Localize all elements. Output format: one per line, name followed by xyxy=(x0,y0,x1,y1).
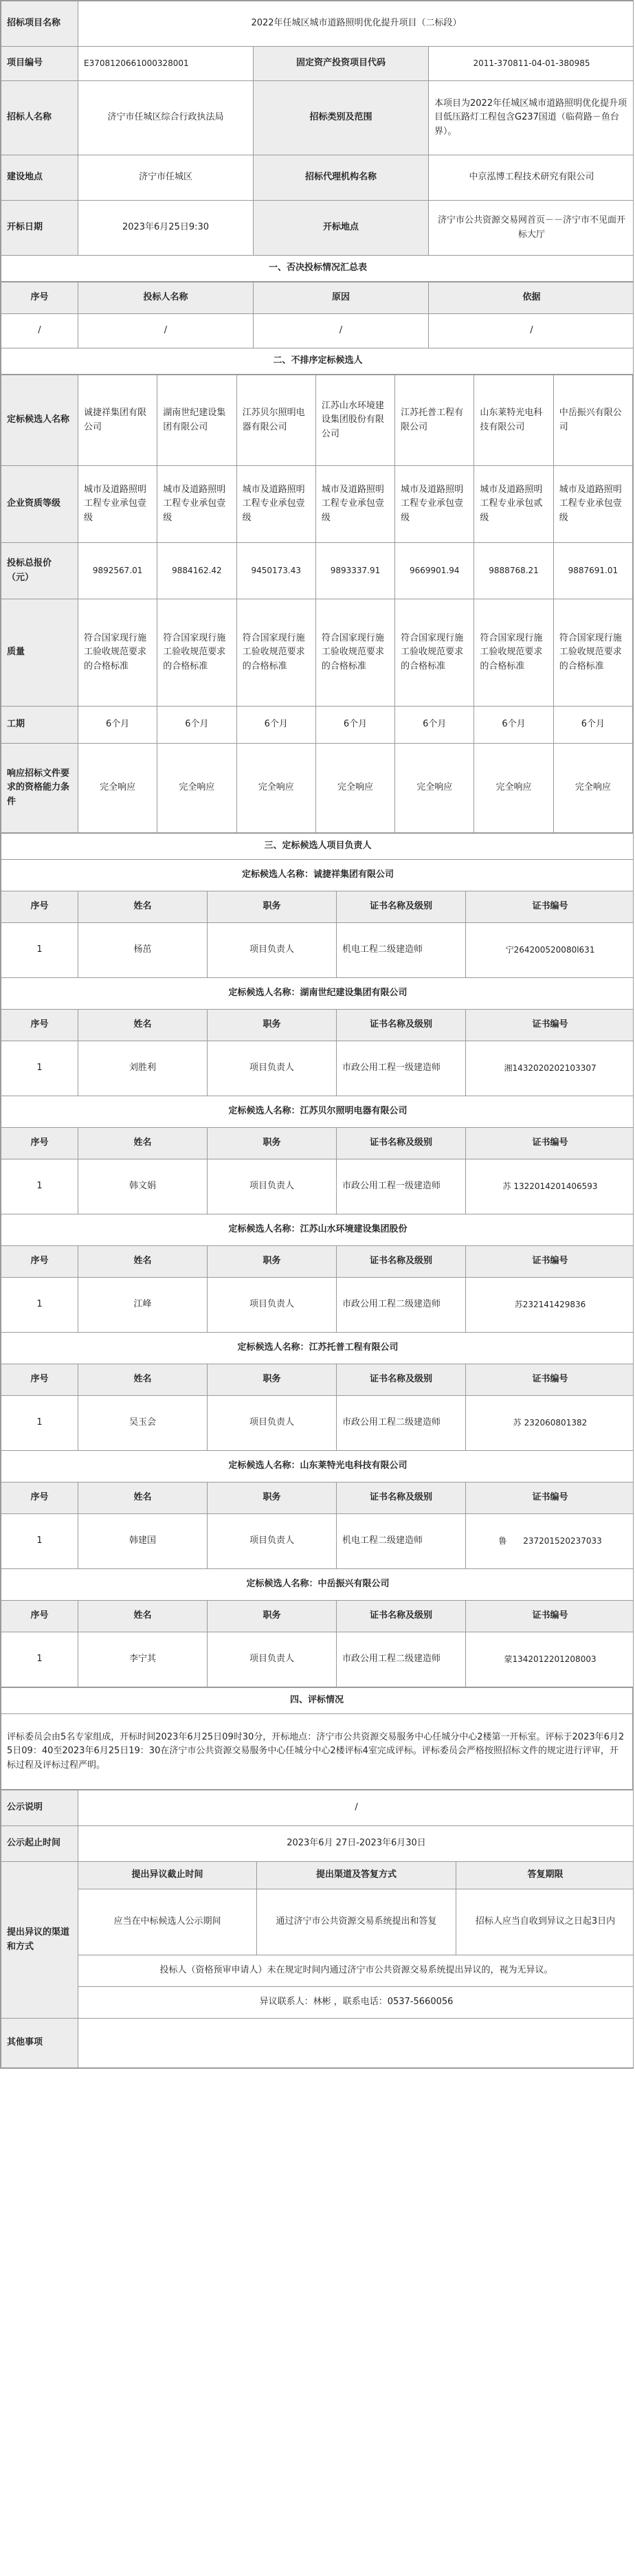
mgr-col-no: 序号 xyxy=(1,1364,78,1396)
manager-cert: 市政公用工程一级建造师 xyxy=(337,1041,466,1096)
manager-cert-no: 蒙1342012201208003 xyxy=(466,1632,634,1687)
mgr-col-cert-no: 证书编号 xyxy=(466,1246,634,1278)
project-no: E3708120661000328001 xyxy=(78,47,254,81)
candidate-qual: 城市及道路照明工程专业承包贰级 xyxy=(474,466,553,543)
candidate-quality: 符合国家现行施工验收规范要求的合格标准 xyxy=(315,599,394,707)
mgr-col-no: 序号 xyxy=(1,1483,78,1514)
manager-block-heading: 定标候选人名称：江苏山水环境建设集团股份 xyxy=(1,1214,634,1246)
candidate-period: 6个月 xyxy=(315,707,394,744)
mgr-col-name: 姓名 xyxy=(78,1483,208,1514)
candidate-period: 6个月 xyxy=(553,707,632,744)
manager-cert-no: 苏232141429836 xyxy=(466,1278,634,1333)
manager-cert-no: 苏 232060801382 xyxy=(466,1396,634,1451)
mgr-col-cert-no: 证书编号 xyxy=(466,1128,634,1159)
candidate-response: 完全响应 xyxy=(157,744,236,833)
mgr-col-role: 职务 xyxy=(208,1483,337,1514)
candidate-name: 中岳振兴有限公司 xyxy=(553,375,632,466)
rejected-col-basis: 依据 xyxy=(429,282,634,314)
candidate-period: 6个月 xyxy=(474,707,553,744)
tenderer-label: 招标人名称 xyxy=(1,81,78,155)
candidate-price: 9669901.94 xyxy=(395,543,474,599)
candidate-response: 完全响应 xyxy=(395,744,474,833)
candidate-response: 完全响应 xyxy=(315,744,394,833)
evaluation-text: 评标委员会由5名专家组成，开标时间2023年6月25日09时30分，开标地点：济宁市公共资源交易服务中心任城分中心2楼第一开标室。评标于2023年6月25日09：40至2023年6月25日19：30在济宁市公共资源交易服务中心任城分中心2楼评标4室完成评标。评标委员会严格按照招标文件的规定进行评审，开标过程及评标过程严明。 xyxy=(1,1714,633,1790)
cand-row-period-label: 工期 xyxy=(1,707,78,744)
candidate-price: 9887691.01 xyxy=(553,543,632,599)
project-info-table xyxy=(1,1,634,282)
manager-role: 项目负责人 xyxy=(208,1159,337,1214)
mgr-col-cert-no: 证书编号 xyxy=(466,1010,634,1041)
manager-cert-no: 宁264200520080l631 xyxy=(466,923,634,978)
mgr-col-cert: 证书名称及级别 xyxy=(337,1364,466,1396)
open-date-label: 开标日期 xyxy=(1,201,78,256)
manager-role: 项目负责人 xyxy=(208,1041,337,1096)
candidate-qual: 城市及道路照明工程专业承包壹级 xyxy=(236,466,315,543)
project-name-label: 招标项目名称 xyxy=(1,1,78,47)
mgr-col-name: 姓名 xyxy=(78,1364,208,1396)
mgr-col-no: 序号 xyxy=(1,891,78,923)
rejected-table xyxy=(1,282,634,375)
obj-col-limit: 答复期限 xyxy=(456,1862,634,1889)
rejected-col-name: 投标人名称 xyxy=(78,282,254,314)
manager-name: 刘胜利 xyxy=(78,1041,208,1096)
candidate-quality: 符合国家现行施工验收规范要求的合格标准 xyxy=(395,599,474,707)
mgr-col-name: 姓名 xyxy=(78,1128,208,1159)
obj-deadline: 应当在中标候选人公示期间 xyxy=(78,1889,257,1955)
candidate-price: 9888768.21 xyxy=(474,543,553,599)
obj-channel: 通过济宁市公共资源交易系统提出和答复 xyxy=(257,1889,456,1955)
mgr-col-cert-no: 证书编号 xyxy=(466,1483,634,1514)
manager-name: 韩建国 xyxy=(78,1514,208,1569)
mgr-col-name: 姓名 xyxy=(78,1601,208,1632)
manager-name: 韩文娟 xyxy=(78,1159,208,1214)
candidates-table xyxy=(1,375,633,833)
manager-no: 1 xyxy=(1,923,78,978)
candidate-response: 完全响应 xyxy=(236,744,315,833)
manager-no: 1 xyxy=(1,1278,78,1333)
manager-name: 杨茁 xyxy=(78,923,208,978)
manager-role: 项目负责人 xyxy=(208,923,337,978)
candidate-quality: 符合国家现行施工验收规范要求的合格标准 xyxy=(157,599,236,707)
candidate-quality: 符合国家现行施工验收规范要求的合格标准 xyxy=(236,599,315,707)
cand-row-qual-label: 企业资质等级 xyxy=(1,466,78,543)
candidate-name: 江苏山水环境建设集团股份有限公司 xyxy=(315,375,394,466)
manager-block-heading: 定标候选人名称：江苏贝尔照明电器有限公司 xyxy=(1,1096,634,1128)
mgr-col-name: 姓名 xyxy=(78,1246,208,1278)
managers-table xyxy=(1,833,634,1687)
mgr-col-cert-no: 证书编号 xyxy=(466,1364,634,1396)
manager-no: 1 xyxy=(1,1041,78,1096)
evaluation-table xyxy=(1,1687,633,1790)
location-label: 建设地点 xyxy=(1,155,78,201)
cand-row-response-label: 响应招标文件要求的资格能力条件 xyxy=(1,744,78,833)
rejected-cell: / xyxy=(429,314,634,348)
candidate-name: 江苏托普工程有限公司 xyxy=(395,375,474,466)
obj-limit: 招标人应当自收到异议之日起3日内 xyxy=(456,1889,634,1955)
mgr-col-cert: 证书名称及级别 xyxy=(337,1601,466,1632)
manager-cert: 机电工程二级建造师 xyxy=(337,1514,466,1569)
candidates-section-title: 二、不排序定标候选人 xyxy=(1,348,634,375)
mgr-col-cert: 证书名称及级别 xyxy=(337,1483,466,1514)
manager-role: 项目负责人 xyxy=(208,1278,337,1333)
candidate-period: 6个月 xyxy=(236,707,315,744)
candidate-response: 完全响应 xyxy=(474,744,553,833)
evaluation-section-title: 四、评标情况 xyxy=(1,1688,633,1714)
candidate-qual: 城市及道路照明工程专业承包壹级 xyxy=(157,466,236,543)
mgr-col-no: 序号 xyxy=(1,1010,78,1041)
other-label: 其他事项 xyxy=(1,2019,78,2068)
managers-section-title: 三、定标候选人项目负责人 xyxy=(1,834,634,860)
period-label: 公示起止时间 xyxy=(1,1826,78,1862)
open-place-label: 开标地点 xyxy=(254,201,429,256)
obj-note-2: 异议联系人：林彬 ，联系电话：0537-5660056 xyxy=(78,1987,634,2019)
candidate-quality: 符合国家现行施工验收规范要求的合格标准 xyxy=(474,599,553,707)
open-place: 济宁市公共资源交易网首页－－济宁市不见面开标大厅 xyxy=(429,201,634,256)
project-name: 2022年任城区城市道路照明优化提升项目（二标段） xyxy=(78,1,634,47)
mgr-col-role: 职务 xyxy=(208,1601,337,1632)
candidate-quality: 符合国家现行施工验收规范要求的合格标准 xyxy=(553,599,632,707)
candidate-name: 江苏贝尔照明电器有限公司 xyxy=(236,375,315,466)
period-value: 2023年6月 27日-2023年6月30日 xyxy=(78,1826,634,1862)
mgr-col-name: 姓名 xyxy=(78,1010,208,1041)
mgr-col-cert: 证书名称及级别 xyxy=(337,1010,466,1041)
footer-table xyxy=(1,1790,634,2068)
mgr-col-cert: 证书名称及级别 xyxy=(337,1128,466,1159)
rejected-cell: / xyxy=(1,314,78,348)
candidate-price: 9450173.43 xyxy=(236,543,315,599)
mgr-col-cert-no: 证书编号 xyxy=(466,1601,634,1632)
location: 济宁市任城区 xyxy=(78,155,254,201)
manager-role: 项目负责人 xyxy=(208,1632,337,1687)
manager-role: 项目负责人 xyxy=(208,1396,337,1451)
rejected-cell: / xyxy=(254,314,429,348)
mgr-col-name: 姓名 xyxy=(78,891,208,923)
candidate-qual: 城市及道路照明工程专业承包壹级 xyxy=(395,466,474,543)
rejected-col-no: 序号 xyxy=(1,282,78,314)
mgr-col-no: 序号 xyxy=(1,1601,78,1632)
obj-col-channel: 提出渠道及答复方式 xyxy=(257,1862,456,1889)
mgr-col-no: 序号 xyxy=(1,1128,78,1159)
manager-name: 吴玉会 xyxy=(78,1396,208,1451)
category-label: 招标类别及范围 xyxy=(254,81,429,155)
objection-label: 提出异议的渠道和方式 xyxy=(1,1862,78,2019)
candidate-price: 9893337.91 xyxy=(315,543,394,599)
candidate-qual: 城市及道路照明工程专业承包壹级 xyxy=(315,466,394,543)
manager-no: 1 xyxy=(1,1632,78,1687)
manager-block-heading: 定标候选人名称：江苏托普工程有限公司 xyxy=(1,1333,634,1364)
mgr-col-cert-no: 证书编号 xyxy=(466,891,634,923)
manager-cert-no: 鲁 237201520237033 xyxy=(466,1514,634,1569)
asset-code-label: 固定资产投资项目代码 xyxy=(254,47,429,81)
cand-row-quality-label: 质量 xyxy=(1,599,78,707)
mgr-col-cert: 证书名称及级别 xyxy=(337,1246,466,1278)
candidate-qual: 城市及道路照明工程专业承包壹级 xyxy=(78,466,157,543)
manager-cert: 市政公用工程二级建造师 xyxy=(337,1632,466,1687)
manager-cert-no: 湘1432020202103307 xyxy=(466,1041,634,1096)
mgr-col-role: 职务 xyxy=(208,1246,337,1278)
candidate-period: 6个月 xyxy=(157,707,236,744)
tenderer: 济宁市任城区综合行政执法局 xyxy=(78,81,254,155)
manager-cert-no: 苏 1322014201406593 xyxy=(466,1159,634,1214)
manager-block-heading: 定标候选人名称：湖南世纪建设集团有限公司 xyxy=(1,978,634,1010)
candidate-response: 完全响应 xyxy=(78,744,157,833)
manager-block-heading: 定标候选人名称：中岳振兴有限公司 xyxy=(1,1569,634,1601)
project-no-label: 项目编号 xyxy=(1,47,78,81)
mgr-col-cert: 证书名称及级别 xyxy=(337,891,466,923)
cand-row-price-label: 投标总报价（元） xyxy=(1,543,78,599)
manager-cert: 机电工程二级建造师 xyxy=(337,923,466,978)
notice-label: 公示说明 xyxy=(1,1790,78,1826)
candidate-name: 诚捷祥集团有限公司 xyxy=(78,375,157,466)
candidate-response: 完全响应 xyxy=(553,744,632,833)
manager-role: 项目负责人 xyxy=(208,1514,337,1569)
agency-label: 招标代理机构名称 xyxy=(254,155,429,201)
rejected-section-title: 一、否决投标情况汇总表 xyxy=(1,256,634,282)
candidate-price: 9892567.01 xyxy=(78,543,157,599)
manager-no: 1 xyxy=(1,1159,78,1214)
open-date: 2023年6月25日9:30 xyxy=(78,201,254,256)
rejected-col-reason: 原因 xyxy=(254,282,429,314)
cand-row-name-label: 定标候选人名称 xyxy=(1,375,78,466)
manager-no: 1 xyxy=(1,1396,78,1451)
candidate-price: 9884162.42 xyxy=(157,543,236,599)
candidate-qual: 城市及道路照明工程专业承包壹级 xyxy=(553,466,632,543)
manager-name: 李宁其 xyxy=(78,1632,208,1687)
manager-block-heading: 定标候选人名称：山东莱特光电科技有限公司 xyxy=(1,1451,634,1483)
mgr-col-role: 职务 xyxy=(208,1364,337,1396)
rejected-cell: / xyxy=(78,314,254,348)
manager-name: 江峰 xyxy=(78,1278,208,1333)
manager-no: 1 xyxy=(1,1514,78,1569)
asset-code: 2011-370811-04-01-380985 xyxy=(429,47,634,81)
manager-cert: 市政公用工程一级建造师 xyxy=(337,1159,466,1214)
manager-block-heading: 定标候选人名称：诚捷祥集团有限公司 xyxy=(1,860,634,891)
other-value xyxy=(78,2019,634,2068)
candidate-period: 6个月 xyxy=(395,707,474,744)
obj-note-1: 投标人（资格预审申请人）未在规定时间内通过济宁市公共资源交易系统提出异议的，视为无异议。 xyxy=(78,1955,634,1987)
mgr-col-role: 职务 xyxy=(208,891,337,923)
candidate-quality: 符合国家现行施工验收规范要求的合格标准 xyxy=(78,599,157,707)
mgr-col-role: 职务 xyxy=(208,1128,337,1159)
mgr-col-no: 序号 xyxy=(1,1246,78,1278)
candidate-name: 山东莱特光电科技有限公司 xyxy=(474,375,553,466)
manager-cert: 市政公用工程二级建造师 xyxy=(337,1278,466,1333)
obj-col-deadline: 提出异议截止时间 xyxy=(78,1862,257,1889)
candidate-period: 6个月 xyxy=(78,707,157,744)
category: 本项目为2022年任城区城市道路照明优化提升项目低压路灯工程包含G237国道（临荷路－鱼台界）。 xyxy=(429,81,634,155)
manager-cert: 市政公用工程二级建造师 xyxy=(337,1396,466,1451)
candidate-name: 湖南世纪建设集团有限公司 xyxy=(157,375,236,466)
agency: 中京泓博工程技术研究有限公司 xyxy=(429,155,634,201)
mgr-col-role: 职务 xyxy=(208,1010,337,1041)
notice-value: / xyxy=(78,1790,634,1826)
